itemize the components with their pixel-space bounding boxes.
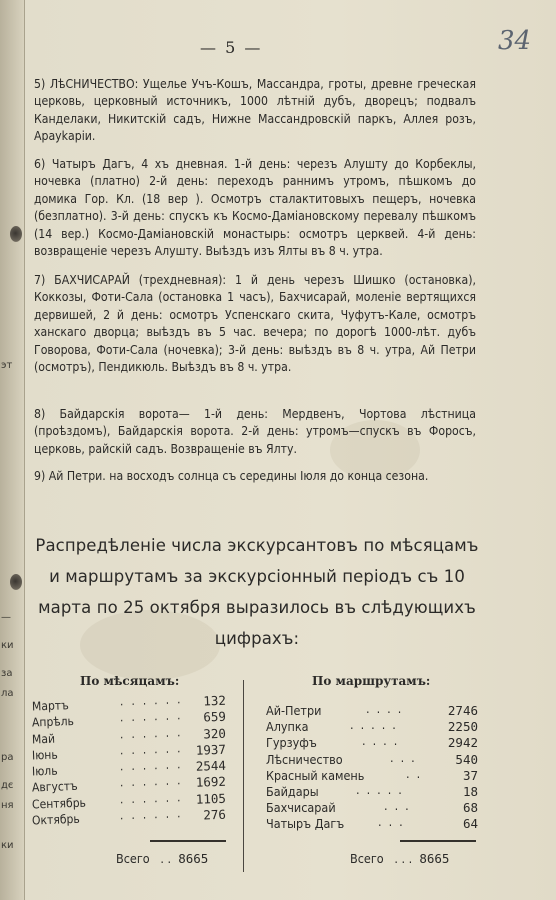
leader-dots: ...... [119, 740, 189, 758]
paragraph-bakhchisaray: 7) БАХЧИСАРАЙ (трехдневная): 1 й день черезъ Шишко (остановка), Коккозы, Фоти-Сала (остановка 1 часъ), Бахчисарай, моленіе вертящихся дервишей, 2 й день: осмотръ Успенскаго скита, Чуфутъ-Кале, осмотръ ханскаго дворца; выѣздъ въ 5 час. вечера; по дорогѣ 1000-лѣт. дубъ Говорова, Фоти-Сала (ночевка); 3-й день: выѣздъ въ 8 ч. утра, Ай Петри (осмотръ), Пендикюль. Выѣздъ въ 8 ч. утра. [34, 273, 476, 375]
margin-fragment: ки [1, 840, 14, 851]
leader-dots: ...... [119, 724, 189, 742]
leader-dots: . . [153, 851, 175, 866]
route-label: Лѣсничество [266, 751, 343, 767]
margin-fragment: ла [1, 688, 14, 699]
months-total [116, 851, 208, 866]
table-row [266, 749, 478, 768]
routes-total-value: 8665 [419, 851, 450, 866]
month-value: 276 [203, 806, 227, 823]
page-number: — 5 — [200, 38, 263, 57]
route-value: 540 [455, 751, 478, 767]
leader-dots: .... [366, 701, 409, 716]
margin-fragment: — [1, 612, 11, 623]
month-value: 1692 [195, 774, 227, 791]
months-table [31, 692, 232, 828]
route-value: 2250 [447, 719, 478, 735]
leader-dots: ... [390, 749, 422, 765]
route-label: Гурзуфъ [266, 735, 317, 751]
routes-total [350, 851, 449, 866]
months-total-rule [150, 840, 226, 842]
leader-dots: ... [378, 814, 410, 830]
routes-table [266, 703, 478, 833]
leader-dots: ..... [356, 781, 409, 797]
leader-dots: ...... [119, 692, 189, 709]
routes-table-title: По маршрутамъ: [312, 674, 431, 688]
margin-fragment: ня [1, 800, 14, 811]
month-label: Августъ [31, 779, 78, 795]
month-label: Iюль [31, 763, 58, 779]
leader-dots: ...... [119, 708, 189, 725]
routes-total-rule [400, 840, 476, 842]
route-value: 68 [462, 800, 478, 816]
month-value: 132 [203, 692, 227, 709]
route-value: 18 [462, 783, 478, 799]
book-spine [0, 0, 25, 900]
months-table-title: По мѣсяцамъ: [80, 674, 180, 688]
route-label: Красный камень [266, 767, 365, 783]
month-label: Сентябрь [31, 795, 87, 812]
table-row [266, 816, 478, 832]
paragraph-lesnichestvo: 5) ЛѣСНИЧЕСТВО: Ущелье Учъ-Кошъ, Массандра, гроты, древне греческая церковь, церковный источникъ, 1000 лѣтній дубъ, дворецъ; подвалъ Канделаки, Никитскій садъ, Нижне Массандровскій паркъ, Аллея розъ, Арауkаріи. [34, 77, 476, 144]
leader-dots: ..... [350, 717, 403, 733]
route-label: Алупка [266, 719, 309, 735]
paragraph-baidar-gates: 8) Байдарскія ворота— 1-й день: Мердвенъ, Чортова лѣстница (проѣздомъ), Байдарскія ворота. 2-й день: утромъ—спускъ въ Форосъ, церковь, райскій садъ. Возвращеніе въ Ялту. [34, 407, 476, 456]
archive-number: 34 [498, 26, 532, 56]
month-label: Iюнь [31, 747, 58, 763]
route-label: Чатыръ Дагъ [266, 816, 345, 832]
leader-dots: ... [384, 798, 416, 814]
route-label: Байдары [266, 783, 319, 799]
route-value: 64 [462, 816, 478, 832]
month-label: Май [31, 731, 56, 747]
leader-dots: ...... [119, 806, 189, 823]
month-value: 1937 [195, 741, 227, 758]
leader-dots: ...... [119, 789, 189, 807]
margin-fragment: ки [1, 640, 14, 651]
paragraph-chatyr-dag: 6) Чатыръ Дагъ, 4 хъ дневная. 1-й день: черезъ Алушту до Корбеклы, ночевка (платно) 2-й день: переходъ раннимъ утромъ, пѣшкомъ до домика Гор. Кл. (18 вер ). Осмотръ сталактитовыхъ пещеръ, ночевка (безплатно). 3-й день: спускъ къ Космо-Дамiановскому перевалу пѣшкомъ (14 вер.) Космо-Дамiановскій монастырь: осмотръ церквей. 4-й день: возвращеніе черезъ Алушту. Выѣздъ изъ Ялты въ 8 ч. утра. [34, 157, 476, 259]
table-row [266, 735, 478, 751]
month-value: 1105 [195, 790, 227, 807]
month-value: 320 [203, 725, 227, 742]
route-value: 37 [462, 767, 478, 783]
paragraph-ai-petri: 9) Ай Петри. на восходъ солнца съ середины Iюля до конца сезона. [34, 469, 429, 483]
distribution-heading: Распредѣленіе числа экскурсантовъ по мѣсяцамъ и маршрутамъ за экскурсіонный періодъ съ 10 марта по 25 октября выразилось въ слѣдующихъ цифрахъ: [35, 536, 479, 648]
route-label: Бахчисарай [266, 800, 336, 816]
margin-fragment: ра [1, 752, 14, 763]
months-total-value: 8665 [178, 851, 209, 866]
route-value: 2942 [447, 735, 478, 751]
month-value: 659 [203, 709, 227, 725]
margin-fragment: дє [1, 780, 14, 791]
month-value: 2544 [195, 757, 227, 774]
column-divider [243, 680, 244, 872]
route-value: 2746 [447, 703, 478, 718]
leader-dots: ...... [119, 757, 189, 774]
leader-dots: . . . [387, 851, 416, 866]
binding-hole [10, 574, 22, 590]
margin-fragment: эт [1, 360, 13, 371]
month-label: Октябрь [31, 811, 80, 828]
leader-dots: .... [362, 733, 405, 749]
binding-hole [10, 226, 22, 242]
leader-dots: .. [406, 765, 428, 781]
table-row [266, 781, 478, 800]
month-label: Мартъ [31, 698, 69, 714]
month-label: Апрѣль [31, 714, 75, 730]
months-total-label: Всего [116, 851, 150, 866]
table-row [266, 800, 478, 816]
leader-dots: ...... [119, 773, 189, 790]
margin-fragment: за [1, 668, 13, 679]
routes-total-label: Всего [350, 851, 384, 866]
route-label: Ай-Петри [266, 703, 322, 718]
